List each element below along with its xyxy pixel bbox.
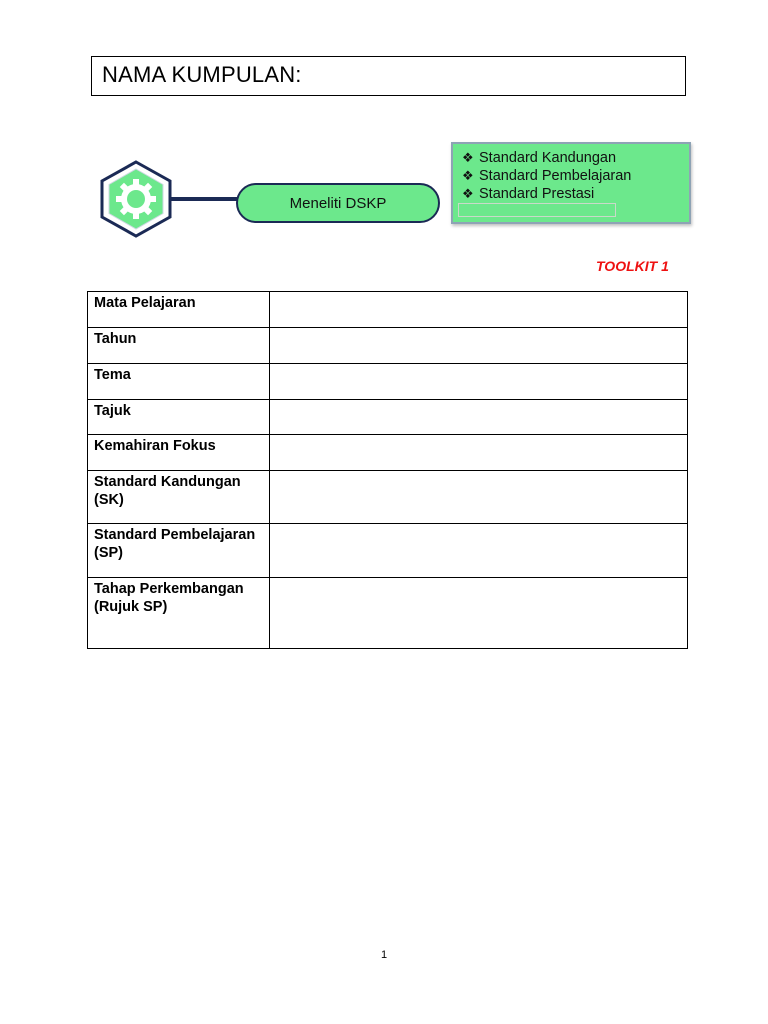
standards-item xyxy=(462,185,689,203)
row-value-cell[interactable] xyxy=(270,400,688,435)
diamond-bullet-icon: ❖ xyxy=(462,168,474,183)
row-value-cell[interactable] xyxy=(270,524,688,578)
table-row xyxy=(88,328,688,364)
connector-line xyxy=(170,197,240,201)
row-label: Tajuk xyxy=(88,400,270,435)
row-value-cell[interactable] xyxy=(270,364,688,400)
blank-field xyxy=(458,203,616,217)
table-row xyxy=(88,364,688,400)
row-label: Tahun xyxy=(88,328,270,364)
table-row xyxy=(88,524,688,578)
standards-item-text: Standard Pembelajaran xyxy=(479,168,632,184)
page-number: 1 xyxy=(380,949,388,961)
standards-item xyxy=(462,167,689,185)
diamond-bullet-icon: ❖ xyxy=(462,150,474,165)
toolkit-label: TOOLKIT 1 xyxy=(596,258,669,274)
step-label: Meneliti DSKP xyxy=(289,194,387,212)
row-value-cell[interactable] xyxy=(270,435,688,471)
standards-item xyxy=(462,149,689,167)
table-row xyxy=(88,471,688,524)
standards-box xyxy=(451,142,691,224)
row-label: Standard Pembelajaran (SP) xyxy=(88,524,270,578)
row-label: Tahap Perkembangan (Rujuk SP) xyxy=(88,578,270,649)
table-row xyxy=(88,578,688,649)
diamond-bullet-icon: ❖ xyxy=(462,186,474,201)
row-value-cell[interactable] xyxy=(270,471,688,524)
table-row xyxy=(88,435,688,471)
row-value-cell[interactable] xyxy=(270,578,688,649)
table-row xyxy=(88,400,688,435)
row-label: Kemahiran Fokus xyxy=(88,435,270,471)
info-table xyxy=(87,291,688,649)
group-name-label: NAMA KUMPULAN: xyxy=(102,62,302,87)
table-row xyxy=(88,292,688,328)
row-value-cell[interactable] xyxy=(270,292,688,328)
row-label: Mata Pelajaran xyxy=(88,292,270,328)
row-label: Tema xyxy=(88,364,270,400)
standards-item-text: Standard Kandungan xyxy=(479,150,617,166)
gear-hexagon-icon xyxy=(99,160,173,238)
step-meneliti-dskp xyxy=(236,183,440,223)
row-label: Standard Kandungan (SK) xyxy=(88,471,270,524)
row-value-cell[interactable] xyxy=(270,328,688,364)
group-name-box[interactable] xyxy=(91,56,686,96)
standards-list xyxy=(453,144,689,203)
standards-item-text: Standard Prestasi xyxy=(479,186,595,202)
